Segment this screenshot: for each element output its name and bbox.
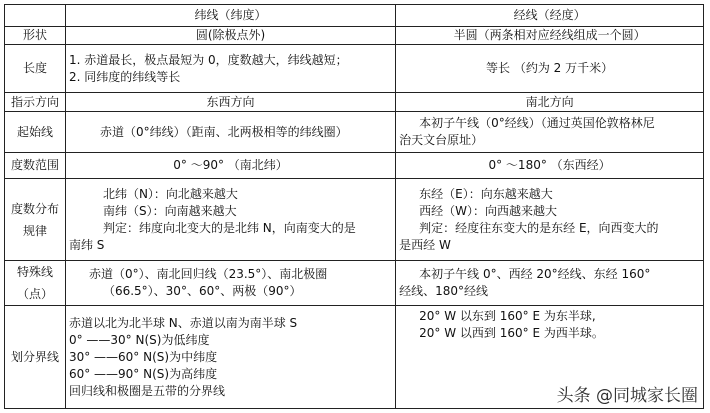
lat-cell: 0° ～90° （南北纬）: [65, 153, 395, 179]
lon-line: 是西经 W: [399, 237, 451, 252]
header-row: [5, 5, 704, 27]
lon-line: 西经（W）：向西越来越大: [419, 203, 558, 218]
row-direction: [5, 93, 704, 112]
lat-line: 赤道以北为北半球 N、赤道以南为南半球 S: [68, 315, 298, 330]
lat-cell: 赤道（0°纬线）（距南、北两极相等的纬线圈）: [65, 112, 395, 153]
lat-line: 回归线和极圈是五带的分界线: [68, 383, 225, 398]
lat-line: （66.5°）、30°、60°、两极（90°）: [102, 284, 302, 298]
lon-line: 20° W 以东到 160° E 为东半球,: [419, 309, 596, 323]
row-length: [5, 45, 704, 93]
lat-line: 30° ——60° N(S)为中纬度: [68, 349, 218, 364]
row-special: [5, 261, 704, 306]
lat-cell: [65, 45, 395, 93]
row-label: 度数分布规律: [5, 179, 66, 261]
header-longitude: 经线（经度）: [396, 5, 704, 27]
lat-line: 南纬 S: [68, 237, 105, 252]
row-label: 指示方向: [5, 93, 66, 112]
lon-cell: [396, 112, 704, 153]
lat-line: 北纬（N）：向北越来越大: [102, 186, 238, 201]
lat-line: 1. 赤道最长，极点最短为 0，度数越大，纬线越短；: [68, 52, 348, 67]
lon-cell: 0° ～180° （东西经）: [396, 153, 704, 179]
lat-cell: 东西方向: [65, 93, 395, 112]
lon-line: 治天文台原址）: [399, 133, 484, 147]
lon-cell: 南北方向: [396, 93, 704, 112]
lon-line: 本初子午线 0°、西经 20°经线、东经 160°: [419, 267, 651, 281]
lat-cell: 圆(除极点外): [65, 27, 395, 45]
row-shape: [5, 27, 704, 45]
lat-cell: [65, 261, 395, 306]
row-label: 特殊线（点）: [5, 261, 66, 306]
lat-line: 2. 同纬度的纬线等长: [68, 69, 181, 84]
lat-line: 赤道（0°）、南北回归线（23.5°）、南北极圈: [88, 267, 328, 281]
lat-cell: [65, 306, 395, 409]
lat-cell: [65, 179, 395, 261]
lon-cell: 等长 （约为 2 万千米）: [396, 45, 704, 93]
lon-cell: [396, 261, 704, 306]
lon-cell: 半圆（两条相对应经线组成一个圆）: [396, 27, 704, 45]
header-corner: [5, 5, 66, 27]
row-label: 起始线: [5, 112, 66, 153]
row-start-line: [5, 112, 704, 153]
lon-line: 判定：经度往东变大的是东经 E，向西变大的: [419, 220, 659, 235]
watermark: 头条 @同城家长圈: [553, 380, 702, 407]
lon-cell: [396, 179, 704, 261]
row-label: 划分界线: [5, 306, 66, 409]
comparison-table: [4, 4, 704, 409]
lon-line: 经线、180°经线: [399, 284, 489, 298]
row-label: 度数范围: [5, 153, 66, 179]
row-label: 形状: [5, 27, 66, 45]
lon-line: 本初子午线（0°经线）（通过英国伦敦格林尼: [419, 116, 655, 130]
lon-line: 20° W 以西到 160° E 为西半球。: [419, 326, 604, 340]
lat-line: 判定：纬度向北变大的是北纬 N，向南变大的是: [102, 220, 356, 235]
lat-line: 0° ——30° N(S)为低纬度: [68, 332, 210, 347]
header-latitude: 纬线（纬度）: [65, 5, 395, 27]
row-range: [5, 153, 704, 179]
lat-line: 南纬（S）：向南越来越大: [102, 203, 237, 218]
row-label: 长度: [5, 45, 66, 93]
lat-line: 60° ——90° N(S)为高纬度: [68, 366, 218, 381]
row-distribution: [5, 179, 704, 261]
lon-line: 东经（E）：向东越来越大: [419, 186, 553, 201]
